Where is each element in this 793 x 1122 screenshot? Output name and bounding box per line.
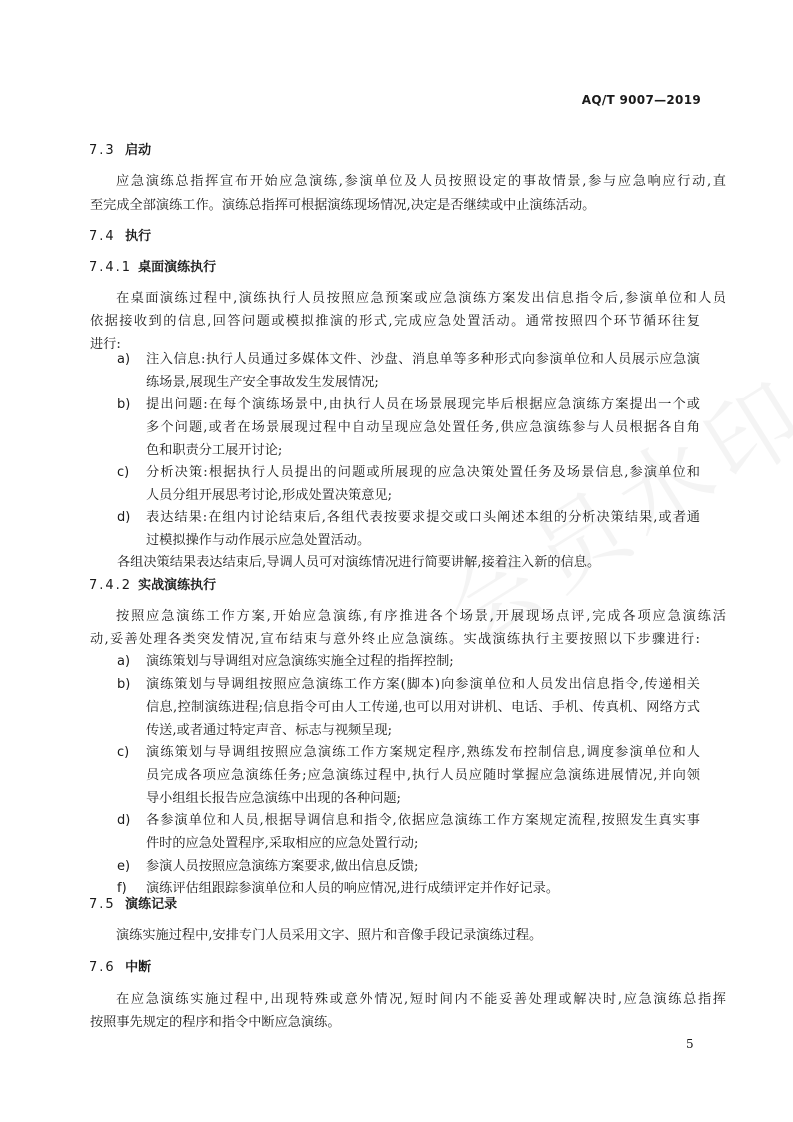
list-item-line: 件时的应急处置程序,采取相应的应急处置行动; bbox=[146, 836, 419, 851]
paragraph-line: 应急演练总指挥宣布开始应急演练,参演单位及人员按照设定的事故情景,参与应急响应行动,直 bbox=[116, 174, 726, 189]
paragraph-line: 至完成全部演练工作。演练总指挥可根据演练现场情况,决定是否继续或中止演练活动。 bbox=[90, 198, 596, 213]
list-item-label: d) bbox=[117, 510, 131, 525]
list-item-line: 信息,控制演练进程;信息指令可由人工传递,也可以用对讲机、电话、手机、传真机、网络方式 bbox=[146, 700, 700, 715]
paragraph-line: 动,妥善处理各类突发情况,宣布结束与意外终止应急演练。实战演练执行主要按照以下步骤进行: bbox=[90, 632, 700, 647]
paragraph-line: 在应急演练实施过程中,出现特殊或意外情况,短时间内不能妥善处理或解决时,应急演练总指挥 bbox=[116, 992, 726, 1007]
paragraph-line: 进行: bbox=[90, 337, 121, 352]
section-title: 执行 bbox=[125, 229, 152, 244]
section-7-4-2-heading bbox=[89, 578, 216, 594]
section-title: 实战演练执行 bbox=[138, 578, 217, 593]
paragraph-line: 各组决策结果表达结束后,导调人员可对演练情况进行简要讲解,接着注入新的信息。 bbox=[117, 555, 601, 570]
list-item-line: 多个问题,或者在场景展现过程中自动呈现应急处置任务,供应急演练参与人员根据各自角 bbox=[146, 420, 700, 435]
list-item-line: 参演人员按照应急演练方案要求,做出信息反馈; bbox=[146, 859, 419, 874]
section-7-6-heading bbox=[89, 960, 151, 976]
section-title: 中断 bbox=[125, 960, 152, 975]
list-item-label: a) bbox=[117, 352, 131, 367]
standard-code-header: AQ/T 9007—2019 bbox=[581, 93, 701, 107]
list-item-label: c) bbox=[117, 465, 130, 480]
list-item-line: 导小组组长报告应急演练中出现的各种问题; bbox=[146, 791, 402, 806]
section-title: 启动 bbox=[125, 143, 152, 158]
section-7-4-1-heading bbox=[89, 260, 216, 276]
section-title: 演练记录 bbox=[125, 897, 178, 912]
paragraph-line: 按照应急演练工作方案,开始应急演练,有序推进各个场景,开展现场点评,完成各项应急演练活 bbox=[116, 609, 726, 624]
list-item-line: 传送,或者通过特定声音、标志与视频呈现; bbox=[146, 723, 393, 738]
list-item-line: 注入信息:执行人员通过多媒体文件、沙盘、消息单等多种形式向参演单位和人员展示应急演 bbox=[146, 352, 700, 367]
paragraph-line: 演练实施过程中,安排专门人员采用文字、照片和音像手段记录演练过程。 bbox=[116, 928, 543, 943]
list-item-label: b) bbox=[117, 397, 131, 412]
section-7-5-heading bbox=[89, 897, 177, 913]
list-item-line: 过模拟操作与动作展示应急处置活动。 bbox=[146, 533, 371, 548]
list-item-line: 各参演单位和人员,根据导调信息和指令,依据应急演练工作方案规定流程,按照发生真实事 bbox=[146, 813, 700, 828]
section-number: 7.6 bbox=[89, 960, 116, 975]
section-number: 7.4.1 bbox=[89, 260, 133, 275]
list-item-line: 演练策划与导调组按照应急演练工作方案(脚本)向参演单位和人员发出信息指令,传递相关 bbox=[146, 677, 700, 692]
list-item-line: 色和职责分工展开讨论; bbox=[146, 443, 283, 458]
list-item-label: c) bbox=[117, 745, 130, 760]
page-number: 5 bbox=[686, 1037, 694, 1051]
section-title: 桌面演练执行 bbox=[138, 260, 217, 275]
list-item-line: 练场景,展现生产安全事故发生发展情况; bbox=[146, 375, 379, 390]
list-item-label: d) bbox=[117, 813, 131, 828]
list-item-label: a) bbox=[117, 654, 131, 669]
list-item-line: 演练策划与导调组按照应急演练工作方案规定程序,熟练发布控制信息,调度参演单位和人 bbox=[146, 745, 700, 760]
list-item-line: 提出问题:在每个演练场景中,由执行人员在场景展现完毕后根据应急演练方案提出一个或 bbox=[146, 397, 700, 412]
paragraph-line: 按照事先规定的程序和指令中断应急演练。 bbox=[90, 1015, 341, 1030]
list-item-line: 表达结果:在组内讨论结束后,各组代表按要求提交或口头阐述本组的分析决策结果,或者通 bbox=[146, 510, 700, 525]
paragraph-line: 在桌面演练过程中,演练执行人员按照应急预案或应急演练方案发出信息指令后,参演单位和人员 bbox=[116, 291, 726, 306]
list-item-label: e) bbox=[117, 859, 131, 874]
list-item-line: 员完成各项应急演练任务;应急演练过程中,执行人员应随时掌握应急演练进展情况,并向领 bbox=[146, 768, 700, 783]
section-7-3-heading bbox=[89, 143, 151, 159]
list-item-line: 演练评估组跟踪参演单位和人员的响应情况,进行成绩评定并作好记录。 bbox=[146, 881, 560, 896]
section-number: 7.5 bbox=[89, 897, 116, 912]
section-number: 7.3 bbox=[89, 143, 116, 158]
list-item-label: f) bbox=[117, 881, 127, 896]
list-item-line: 演练策划与导调组对应急演练实施全过程的指挥控制; bbox=[146, 654, 454, 669]
list-item-label: b) bbox=[117, 677, 131, 692]
list-item-line: 分析决策:根据执行人员提出的问题或所展现的应急决策处置任务及场景信息,参演单位和 bbox=[146, 465, 700, 480]
section-number: 7.4 bbox=[89, 229, 116, 244]
section-7-4-heading bbox=[89, 229, 151, 245]
list-item-line: 人员分组开展思考讨论,形成处置决策意见; bbox=[146, 488, 393, 503]
paragraph-line: 依据接收到的信息,回答问题或模拟推演的形式,完成应急处置活动。通常按照四个环节循环往复 bbox=[90, 314, 700, 329]
section-number: 7.4.2 bbox=[89, 578, 133, 593]
